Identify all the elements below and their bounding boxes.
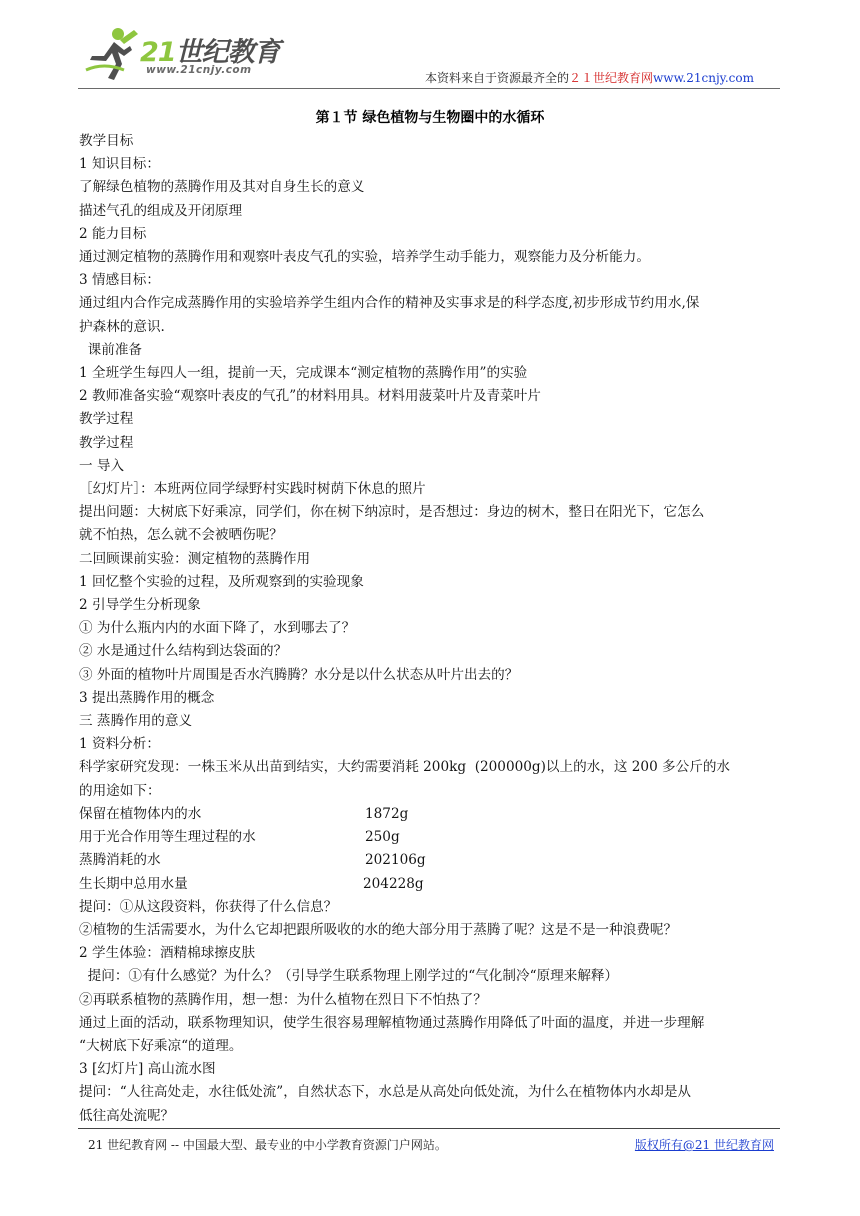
water-use-value: 204228g — [363, 875, 424, 892]
water-usage-table — [79, 803, 781, 896]
paragraph-group-a — [79, 130, 781, 803]
logo-wordmark: 21世纪教育 — [140, 37, 280, 68]
table-row — [79, 849, 781, 872]
water-use-label: 保留在植物体内的水 — [79, 805, 202, 822]
text-line: 教学过程 — [79, 411, 134, 428]
header-url-link[interactable]: www.21cnjy.com — [653, 71, 754, 85]
text-line: 3 情感目标： — [79, 272, 160, 289]
text-line: 2 引导学生分析现象 — [79, 597, 201, 614]
text-line: 1 知识目标： — [79, 156, 160, 173]
text-line: 了解绿色植物的蒸腾作用及其对自身生长的意义 — [79, 179, 365, 196]
header-note: 本资料来自于资源最齐全的２１世纪教育网www.21cnjy.com — [425, 71, 754, 85]
text-line: 教学目标 — [79, 133, 134, 149]
site-logo[interactable] — [78, 18, 288, 84]
text-line: 通过上面的活动，联系物理知识，使学生很容易理解植物通过蒸腾作用降低了叶面的温度，并进一步理解 — [79, 1014, 705, 1031]
text-line: 提出问题：大树底下好乘凉，同学们，你在树下纳凉时，是否想过：身边的树木，整日在阳光下，它怎么 — [79, 504, 705, 521]
text-line: 描述气孔的组成及开闭原理 — [79, 202, 243, 219]
text-line: ［幻灯片］：本班两位同学绿野村实践时树荫下休息的照片 — [79, 481, 426, 498]
text-line: 科学家研究发现：一株玉米从出苗到结实，大约需要消耗 200kg (200000g)以上的水，这 200 多公斤的水 — [79, 759, 731, 776]
text-line: ②再联系植物的蒸腾作用，想一想：为什么植物在烈日下不怕热了？ — [79, 991, 487, 1008]
text-line: 通过组内合作完成蒸腾作用的实验培养学生组内合作的精神及实事求是的科学态度,初步形成节约用水,保 — [79, 295, 700, 312]
text-line: 一 导入 — [79, 457, 125, 474]
text-line: 2 教师准备实验“观察叶表皮的气孔”的材料用具。材料用菠菜叶片及青菜叶片 — [79, 388, 541, 405]
page-header — [78, 18, 780, 88]
table-row — [79, 873, 781, 896]
paragraph-group-b — [79, 896, 781, 1128]
table-row — [79, 826, 781, 849]
water-use-value: 250g — [365, 829, 400, 846]
text-line: “大树底下好乘凉“的道理。 — [79, 1037, 243, 1054]
header-site-link[interactable]: ２１世纪教育网 — [569, 71, 654, 85]
header-divider — [78, 88, 780, 89]
text-line: 的用途如下： — [79, 782, 161, 799]
text-line: 低往高处流呢？ — [79, 1107, 175, 1124]
text-line: 1 全班学生每四人一组，提前一天，完成课本“测定植物的蒸腾作用”的实验 — [79, 365, 528, 382]
text-line: ② 水是通过什么结构到达袋面的？ — [79, 643, 288, 660]
text-line: 课前准备 — [79, 341, 143, 358]
text-line: 1 回忆整个实验的过程，及所观察到的实验现象 — [79, 573, 364, 590]
text-line: ③ 外面的植物叶片周围是否水汽腾腾？水分是以什么状态从叶片出去的？ — [79, 666, 519, 683]
water-use-value: 1872g — [365, 805, 409, 822]
text-line: ②植物的生活需要水，为什么它却把跟所吸收的水的绝大部分用于蒸腾了呢？这是不是一种浪费呢？ — [79, 921, 678, 938]
text-line: 提问：①有什么感觉？为什么？（引导学生联系物理上刚学过的“气化制冷“原理来解释） — [79, 968, 619, 985]
text-line: 3 提出蒸腾作用的概念 — [79, 689, 215, 706]
runner-logo-icon — [84, 26, 140, 82]
water-use-label: 用于光合作用等生理过程的水 — [79, 829, 256, 846]
text-line: 护森林的意识. — [79, 318, 165, 335]
text-line: 3 [幻灯片] 高山流水图 — [79, 1061, 216, 1078]
water-use-label: 蒸腾消耗的水 — [79, 852, 161, 869]
text-line: 二回顾课前实验：测定植物的蒸腾作用 — [79, 550, 311, 567]
text-line: 提问：①从这段资料，你获得了什么信息？ — [79, 898, 338, 915]
text-line: ① 为什么瓶内内的水面下降了，水到哪去了？ — [79, 620, 356, 637]
copyright-link[interactable]: 版权所有@21 世纪教育网 — [634, 1138, 774, 1152]
text-line: 教学过程 — [79, 434, 134, 451]
text-line: 三 蒸腾作用的意义 — [79, 713, 193, 730]
text-line: 2 能力目标 — [79, 225, 147, 242]
text-line: 通过测定植物的蒸腾作用和观察叶表皮气孔的实验，培养学生动手能力，观察能力及分析能力。 — [79, 249, 650, 266]
logo-url: www.21cnjy.com — [146, 64, 252, 76]
footer-text: 21 世纪教育网 -- 中国最大型、最专业的中小学教育资源门户网站。 — [88, 1138, 447, 1152]
text-line: 2 学生体验：酒精棉球擦皮肤 — [79, 945, 256, 962]
water-use-value: 202106g — [365, 852, 426, 869]
text-line: 1 资料分析： — [79, 736, 160, 753]
document-body — [79, 106, 781, 1128]
text-line: 就不怕热，怎么就不会被晒伤呢？ — [79, 527, 283, 544]
water-use-label: 生长期中总用水量 — [79, 875, 188, 892]
text-line: 提问：“人往高处走，水往低处流”，自然状态下，水总是从高处向低处流，为什么在植物体内水却是从 — [79, 1084, 692, 1101]
footer-divider — [78, 1128, 780, 1129]
document-title: 第１节 绿色植物与生物圈中的水循环 — [315, 110, 545, 126]
table-row — [79, 803, 781, 826]
